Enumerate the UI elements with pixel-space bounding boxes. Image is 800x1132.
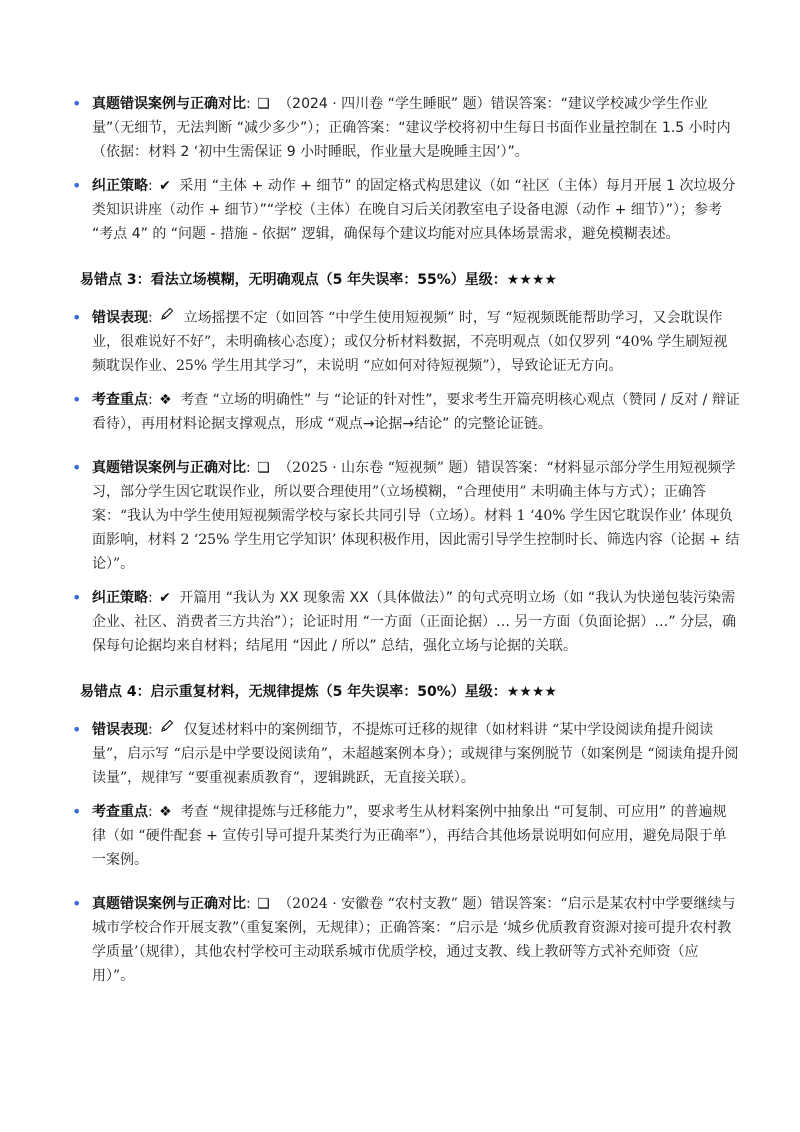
item-label: 错误表现	[92, 310, 148, 326]
list-item: • 考查重点: ❖ 考查 “规律提炼与迁移能力”，要求考生从材料案例中抽象出 “可复制、可应用” 的普遍规律（如 “硬件配套 + 宣传引导可提升某类行为正确率”），再结合其他场景说明如何应用，避免局限于单一案例。	[72, 802, 727, 868]
item-text: 考查 “规律提炼与迁移能力”，要求考生从材料案例中抽象出 “可复制、可应用” 的普遍规律（如 “硬件配套 + 宣传引导可提升某类行为正确率”），再结合其他场景说明如何应用，避免局限于单一案例。	[92, 804, 727, 868]
item-text: （2024 · 安徽卷 “农村支教” 题）错误答案：“启示是某农村中学要继续与城市学校合作开展支教”（重复案例，无规律）；正确答案：“启示是 ‘城乡优质教育资源对接可提升农村教学质量’（规律），其他农村学校可主动联系城市优质学校，通过支教、线上教研等方式补充师资（应用）”。	[92, 896, 736, 984]
item-label: 纠正策略	[92, 178, 148, 194]
item-label: 考查重点	[92, 804, 148, 820]
item-label: 真题错误案例与正确对比	[92, 896, 246, 912]
list-item: • 真题错误案例与正确对比: ❏ （2024 · 安徽卷 “农村支教” 题）错误答案：“启示是某农村中学要继续与城市学校合作开展支教”（重复案例，无规律）；正确答案：“启示是 ‘城乡优质教育资源对接可提升农村教学质量’（规律），其他农村学校可主动联系城市优质学校，通过支教、线上教研等方式补充师资（应用）”。	[72, 894, 736, 984]
item-label: 错误表现	[92, 722, 148, 738]
checkbox-square-icon: ❏	[257, 460, 270, 476]
list-item: • 考查重点: ❖ 考查 “立场的明确性” 与 “论证的针对性”，要求考生开篇亮明核心观点（赞同 / 反对 / 辩证看待），再用材料论据支撑观点，形成 “观点→论据→结论” 的完整论证链。	[72, 390, 740, 432]
section-3-list	[70, 718, 740, 988]
section-2-list	[70, 306, 740, 658]
item-text: 仅复述材料中的案例细节，不提炼可迁移的规律（如材料讲 “某中学设阅读角提升阅读量”，启示写 “启示是中学要设阅读角”，未超越案例本身）；或规律与案例脱节（如案例是 “阅读角提升阅读量”，规律写 “要重视素质教育”，逻辑跳跃，无直接关联）。	[92, 722, 739, 786]
list-item: • 真题错误案例与正确对比: ❏ （2025 · 山东卷 “短视频” 题）错误答案：“材料显示部分学生用短视频学习，部分学生因它耽误作业，所以要合理使用”（立场模糊，“合理使用” 未明确主体与方式）；正确答案：“我认为中学生使用短视频需学校与家长共同引导（立场）。材料 1 ‘40% 学生因它耽误作业’ 体现负面影响，材料 2 ‘25% 学生用它学知识’ 体现积极作用，因此需引导学生控制时长、筛选内容（论据 + 结论）”。	[72, 458, 740, 572]
section-heading: 易错点 4：启示重复材料，无规律提炼（5 年失误率：50%）星级：★★★★	[80, 684, 557, 700]
item-text: 考查 “立场的明确性” 与 “论证的针对性”，要求考生开篇亮明核心观点（赞同 / 反对 / 辩证看待），再用材料论据支撑观点，形成 “观点→论据→结论” 的完整论证链。	[92, 392, 740, 432]
pencil-icon	[159, 306, 175, 330]
section-1-list	[70, 92, 740, 246]
diamond-icon: ❖	[159, 392, 172, 408]
item-label: 真题错误案例与正确对比	[92, 96, 246, 112]
item-label: 真题错误案例与正确对比	[92, 460, 246, 476]
checkmark-icon: ✔	[159, 590, 171, 606]
checkmark-icon: ✔	[159, 178, 171, 194]
item-text: 立场摇摆不定（如回答 “中学生使用短视频” 时，写 “短视频既能帮助学习，又会耽误作业，很难说好不好”，未明确核心态度）；或仅分析材料数据，不亮明观点（如仅罗列 “40% 学生刷短视频耽误作业、25% 学生用其学习”，未说明 “应如何对待短视频”），导致论证无方向。	[92, 310, 728, 374]
list-item: • 错误表现: 仅复述材料中的案例细节，不提炼可迁移的规律（如材料讲 “某中学设阅读角提升阅读量”，启示写 “启示是中学要设阅读角”，未超越案例本身）；或规律与案例脱节（如案例是 “阅读角提升阅读量”，规律写 “要重视素质教育”，逻辑跳跃，无直接关联）。	[72, 720, 739, 786]
section-heading: 易错点 3：看法立场模糊，无明确观点（5 年失误率：55%）星级：★★★★	[80, 272, 557, 288]
diamond-icon: ❖	[159, 804, 172, 820]
checkbox-square-icon: ❏	[257, 96, 270, 112]
item-text: 开篇用 “我认为 XX 现象需 XX（具体做法）” 的句式亮明立场（如 “我认为快递包装污染需企业、社区、消费者三方共治”）；论证时用 “一方面（正面论据）… 另一方面（负面论据）…” 分层，确保每句论据均来自材料；结尾用 “因此 / 所以” 总结，强化立场与论据的关联。	[92, 590, 737, 654]
list-item: • 纠正策略: ✔ 采用 “主体 + 动作 + 细节” 的固定格式构思建议（如 “社区（主体）每月开展 1 次垃圾分类知识讲座（动作 + 细节）”“学校（主体）在晚自习后关闭教室电子设备电源（动作 + 细节）”）；参考 “考点 4” 的 “问题 - 措施 - 依据” 逻辑，确保每个建议均能对应具体场景需求，避免模糊表述。	[72, 176, 736, 242]
list-item: • 纠正策略: ✔ 开篇用 “我认为 XX 现象需 XX（具体做法）” 的句式亮明立场（如 “我认为快递包装污染需企业、社区、消费者三方共治”）；论证时用 “一方面（正面论据）… 另一方面（负面论据）…” 分层，确保每句论据均来自材料；结尾用 “因此 / 所以” 总结，强化立场与论据的关联。	[72, 588, 737, 654]
list-item: • 错误表现: 立场摇摆不定（如回答 “中学生使用短视频” 时，写 “短视频既能帮助学习，又会耽误作业，很难说好不好”，未明确核心态度）；或仅分析材料数据，不亮明观点（如仅罗列 “40% 学生刷短视频耽误作业、25% 学生用其学习”，未说明 “应如何对待短视频”），导致论证无方向。	[72, 308, 728, 374]
item-label: 考查重点	[92, 392, 148, 408]
pencil-icon	[159, 718, 175, 742]
item-label: 纠正策略	[92, 590, 148, 606]
checkbox-square-icon: ❏	[257, 896, 270, 912]
list-item: • 真题错误案例与正确对比: ❏ （2024 · 四川卷 “学生睡眠” 题）错误答案：“建议学校减少学生作业量”（无细节，无法判断 “减少多少”）；正确答案：“建议学校将初中生每日书面作业量控制在 1.5 小时内（依据：材料 2 ‘初中生需保证 9 小时睡眠，作业量大是晚睡主因’）”。	[72, 94, 731, 160]
item-text: （2024 · 四川卷 “学生睡眠” 题）错误答案：“建议学校减少学生作业量”（无细节，无法判断 “减少多少”）；正确答案：“建议学校将初中生每日书面作业量控制在 1.5 小时内（依据：材料 2 ‘初中生需保证 9 小时睡眠，作业量大是晚睡主因’）”。	[92, 96, 731, 160]
item-text: （2025 · 山东卷 “短视频” 题）错误答案：“材料显示部分学生用短视频学习，部分学生因它耽误作业，所以要合理使用”（立场模糊，“合理使用” 未明确主体与方式）；正确答案：“我认为中学生使用短视频需学校与家长共同引导（立场）。材料 1 ‘40% 学生因它耽误作业’ 体现负面影响，材料 2 ‘25% 学生用它学知识’ 体现积极作用，因此需引导学生控制时长、筛选内容（论据 + 结论）”。	[92, 460, 740, 572]
item-text: 采用 “主体 + 动作 + 细节” 的固定格式构思建议（如 “社区（主体）每月开展 1 次垃圾分类知识讲座（动作 + 细节）”“学校（主体）在晚自习后关闭教室电子设备电源（动作 + 细节）”）；参考 “考点 4” 的 “问题 - 措施 - 依据” 逻辑，确保每个建议均能对应具体场景需求，避免模糊表述。	[92, 178, 736, 242]
